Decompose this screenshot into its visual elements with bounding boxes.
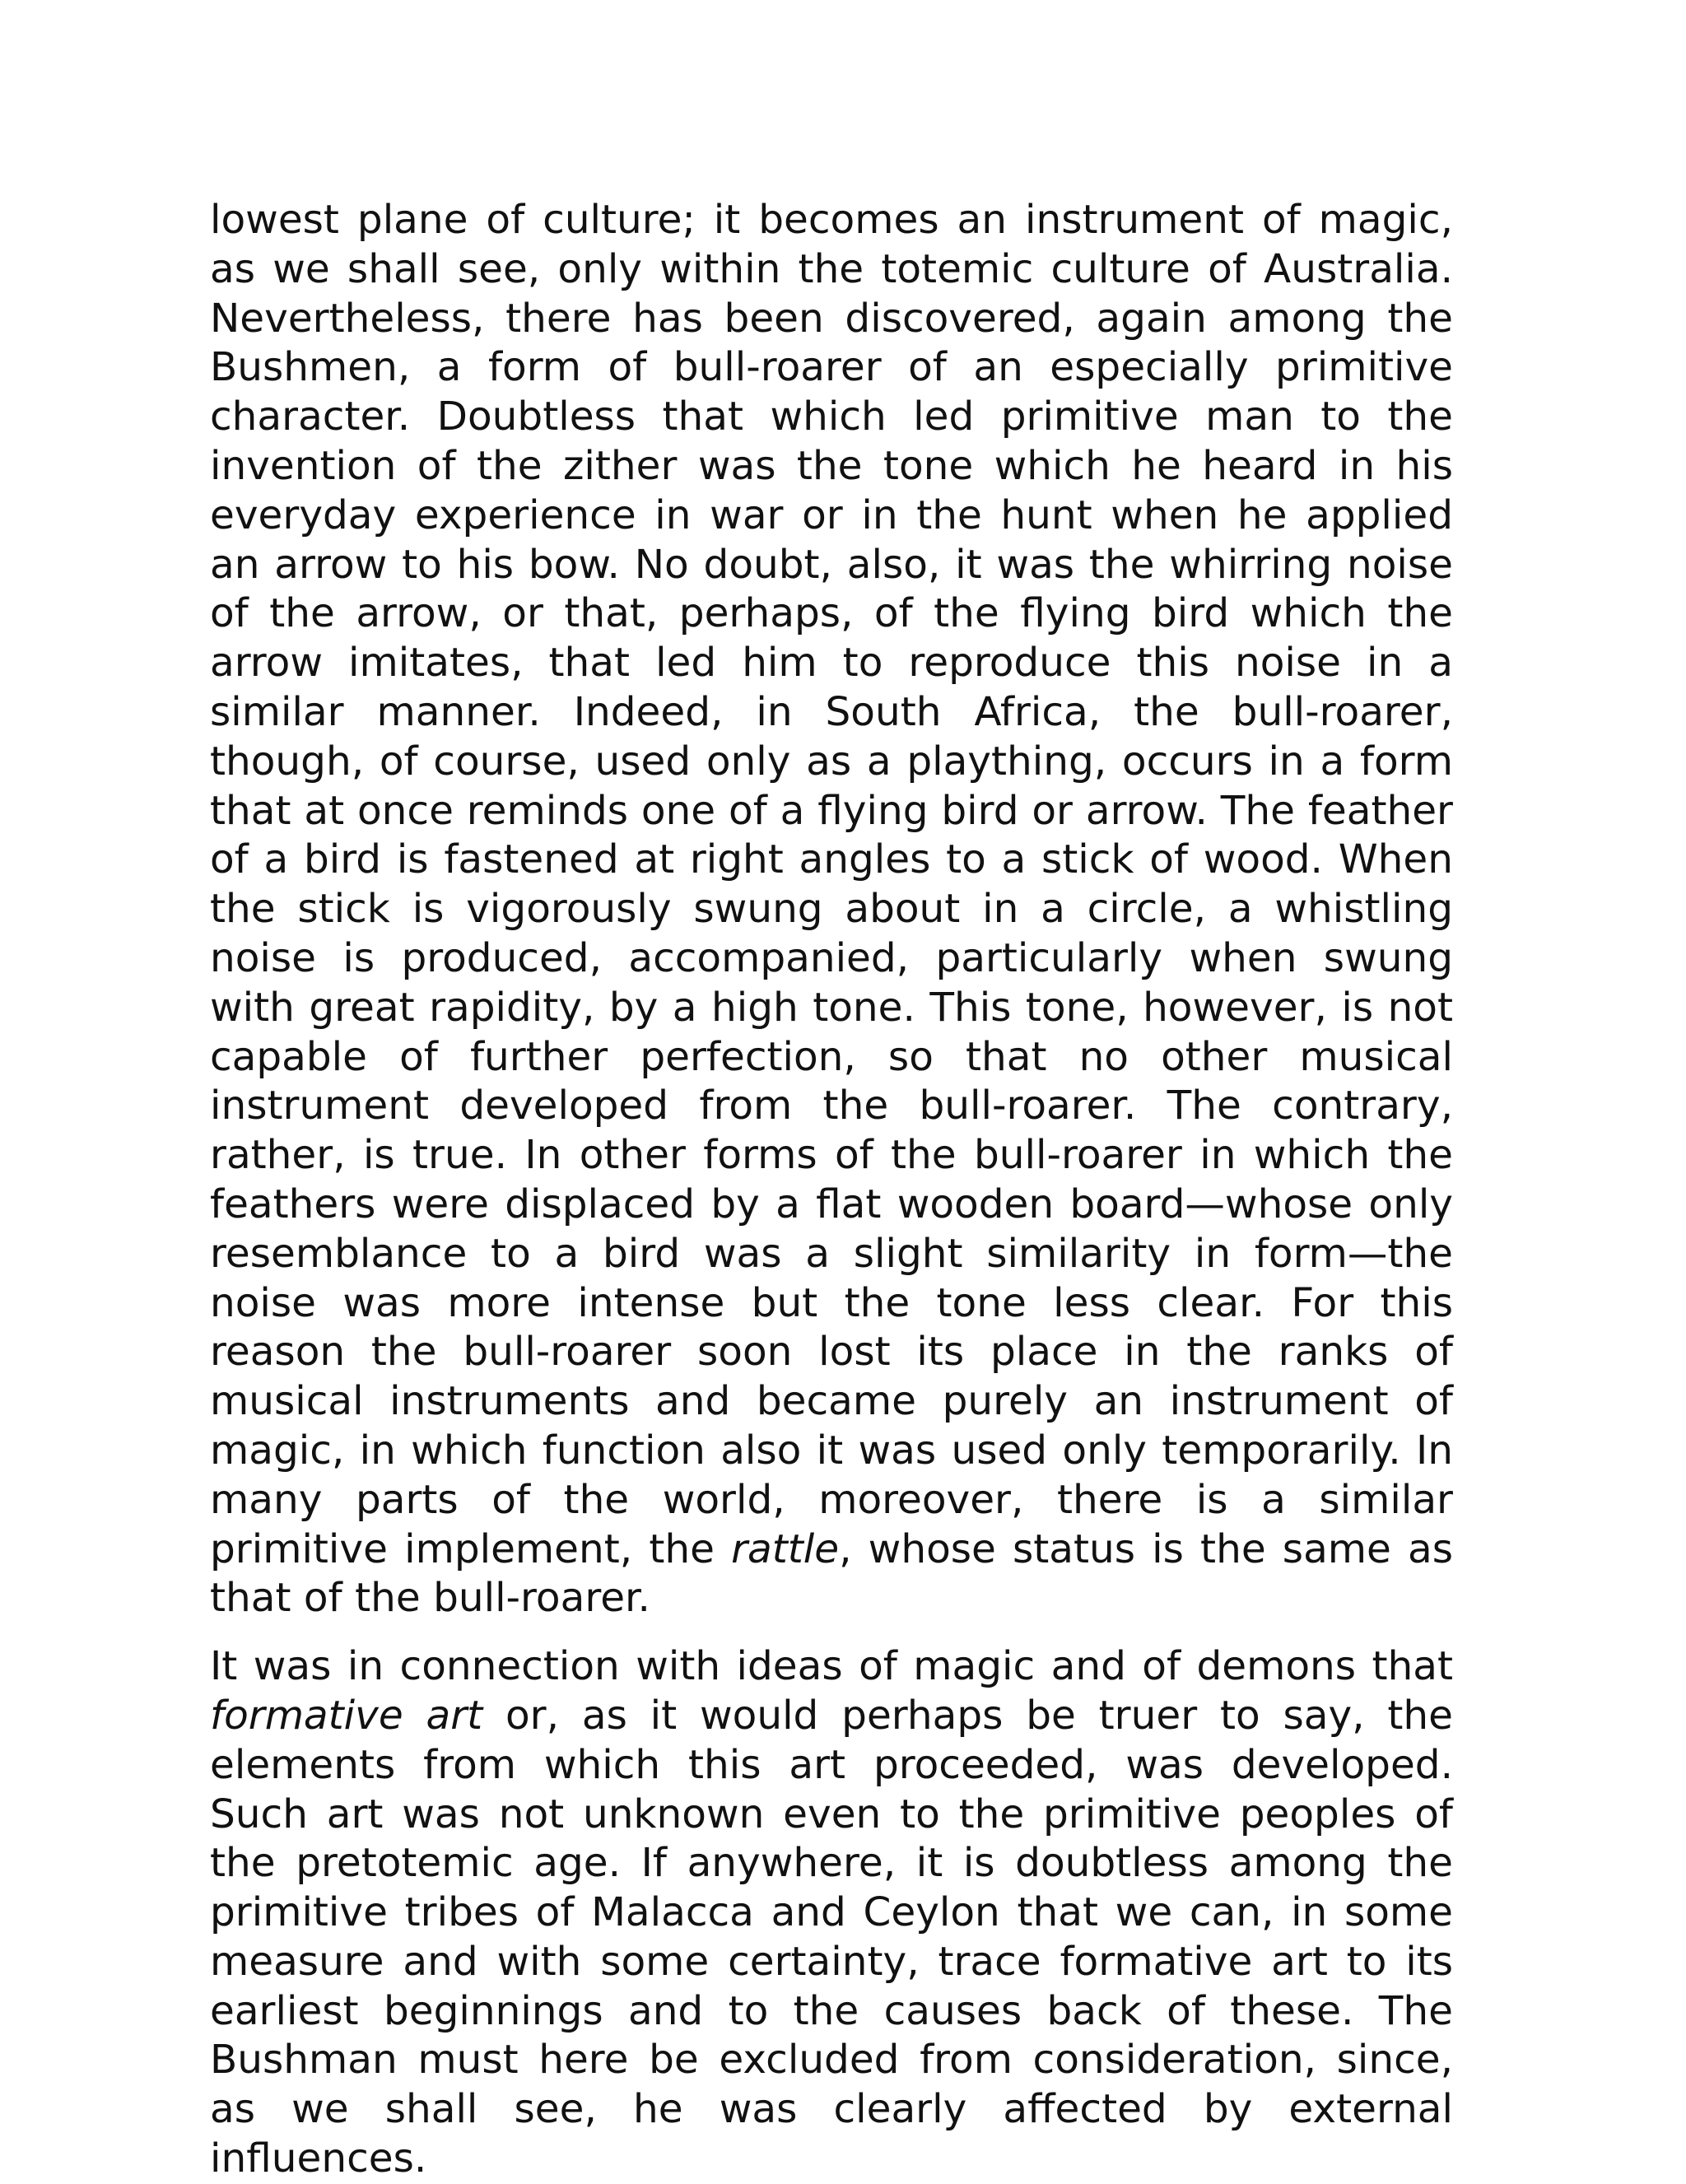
paragraph-text: lowest plane of culture; it becomes an instrument of magic, as we shall see, only within the totemic culture of Australia. Nevertheless, there has been discovered, again among the Bushmen, a form of bull-roarer of an especially primitive character. Doubtless that which led primitive man to the invention of the zither was the tone which he heard in his everyday experience in war or in the hunt when he applied an arrow to his bow. No doubt, also, it was the whirring noise of the arrow, or that, perhaps, of the flying bird which the arrow imitates, that led him to reproduce this noise in a similar manner. Indeed, in South Africa, the bull-roarer, though, of course, used only as a plaything, occurs in a form that at once reminds one of a flying bird or arrow. The feather of a bird is fastened at right angles to a stick of wood. When the stick is vigorously swung about in a circle, a whistling noise is produced, accompanied, particularly when swung with great rapidity, by a high tone. This tone, however, is not capable of further perfection, so that no other musical instrument developed from the bull-roarer. The contrary, rather, is true. In other forms of the bull-roarer in which the feathers were displaced by a flat wooden board—whose only resemblance to a bird was a slight similarity in form—the noise was more intense but the tone less clear. For this reason the bull-roarer soon lost its place in the ranks of musical instruments and became purely an instrument of magic, in which function also it was used only temporarily. In many parts of the world, moreover, there is a similar primitive implement, the [210,197,1453,1572]
emphasis-formative-art: formative art [210,1692,483,1739]
paragraph-text: It was in connection with ideas of magic and of demons that [210,1643,1453,1690]
paragraph-text: , whose status is the same as that of the bull-roarer. [210,1525,1454,1622]
emphasis-rattle: rattle [731,1525,840,1572]
page-body [210,196,1453,2184]
paragraph-formative-art [210,1642,1453,2184]
paragraph-bull-roarer [210,196,1453,1623]
paragraph-text: or, as it would perhaps be truer to say, the elements from which this art proceeded, was developed. Such art was not unknown even to the primitive peoples of the pretotemic age. If anywhere, it is doubtless among the primitive tribes of Malacca and Ceylon that we can, in some measure and with some certainty, trace formative art to its earliest beginnings and to the causes back of these. The Bushman must here be excluded from consideration, since, as we shall see, he was clearly affected by external influences. [210,1692,1453,2182]
